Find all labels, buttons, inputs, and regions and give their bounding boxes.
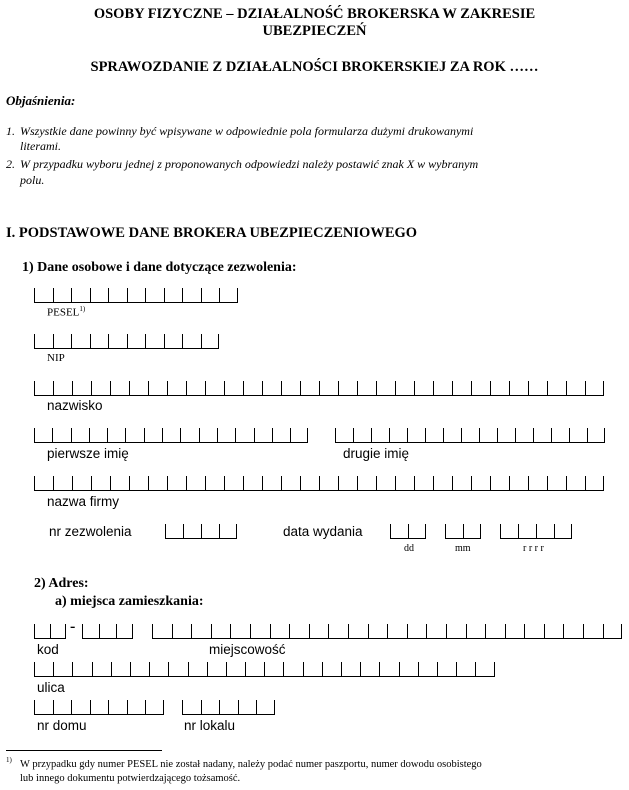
- field-cell[interactable]: [186, 381, 205, 395]
- field-cell[interactable]: [418, 662, 437, 676]
- field-cell[interactable]: [129, 476, 148, 490]
- field-cell[interactable]: [328, 624, 348, 638]
- first-name-field[interactable]: [34, 428, 308, 443]
- field-cell[interactable]: [254, 428, 272, 442]
- company-name-field[interactable]: [34, 476, 604, 491]
- field-cell[interactable]: [182, 334, 201, 348]
- second-name-label: drugie imię: [343, 446, 410, 461]
- field-cell[interactable]: [243, 476, 262, 490]
- postal-code-dash: -: [70, 618, 76, 635]
- field-cell[interactable]: [583, 624, 603, 638]
- field-cell[interactable]: [505, 624, 525, 638]
- field-cell[interactable]: [53, 288, 72, 302]
- field-cell[interactable]: [71, 288, 90, 302]
- permit-number-label: nr zezwolenia: [49, 524, 132, 539]
- field-cell[interactable]: [335, 428, 353, 442]
- day-caption: dd: [404, 543, 414, 554]
- field-cell[interactable]: [309, 624, 329, 638]
- field-cell[interactable]: [338, 381, 357, 395]
- field-cell[interactable]: [72, 381, 91, 395]
- field-cell[interactable]: [566, 381, 585, 395]
- field-cell[interactable]: [224, 476, 243, 490]
- field-cell[interactable]: [148, 381, 167, 395]
- field-cell[interactable]: [443, 428, 461, 442]
- field-cell[interactable]: [90, 700, 109, 714]
- field-cell[interactable]: [71, 428, 89, 442]
- field-cell[interactable]: [34, 288, 53, 302]
- postal-code-part1-field[interactable]: [34, 624, 66, 639]
- field-cell[interactable]: [509, 476, 528, 490]
- field-cell[interactable]: [490, 476, 509, 490]
- field-cell[interactable]: [445, 524, 463, 538]
- field-cell[interactable]: [289, 624, 309, 638]
- flat-number-label: nr lokalu: [184, 718, 236, 733]
- field-cell[interactable]: [50, 624, 66, 638]
- field-cell[interactable]: [144, 428, 162, 442]
- field-cell[interactable]: [547, 381, 566, 395]
- field-cell[interactable]: [127, 334, 146, 348]
- field-cell[interactable]: [281, 381, 300, 395]
- field-cell[interactable]: [99, 624, 116, 638]
- field-cell[interactable]: [466, 624, 486, 638]
- field-cell[interactable]: [536, 524, 554, 538]
- field-cell[interactable]: [110, 476, 129, 490]
- field-cell[interactable]: [201, 524, 219, 538]
- field-cell[interactable]: [544, 624, 564, 638]
- city-label: miejscowość: [209, 642, 286, 657]
- explanation-2-number: 2.: [6, 157, 15, 171]
- pesel-label: PESEL$^{1)}$: [47, 305, 86, 319]
- field-cell[interactable]: [127, 288, 146, 302]
- field-cell[interactable]: [399, 662, 418, 676]
- field-cell[interactable]: [148, 476, 167, 490]
- field-cell[interactable]: [497, 428, 515, 442]
- field-cell[interactable]: [167, 476, 186, 490]
- field-cell[interactable]: [533, 428, 551, 442]
- field-cell[interactable]: [145, 700, 164, 714]
- field-cell[interactable]: [34, 624, 50, 638]
- flat-number-field[interactable]: [182, 700, 275, 715]
- field-cell[interactable]: [53, 381, 72, 395]
- field-cell[interactable]: [518, 524, 536, 538]
- field-cell[interactable]: [145, 334, 164, 348]
- field-cell[interactable]: [461, 428, 479, 442]
- field-cell[interactable]: [395, 476, 414, 490]
- field-cell[interactable]: [452, 381, 471, 395]
- field-cell[interactable]: [357, 381, 376, 395]
- subsection-residence: a) miejsca zamieszkania:: [55, 594, 204, 609]
- field-cell[interactable]: [110, 381, 129, 395]
- field-cell[interactable]: [162, 428, 180, 442]
- field-cell[interactable]: [108, 700, 127, 714]
- field-cell[interactable]: [471, 476, 490, 490]
- field-cell[interactable]: [554, 524, 572, 538]
- field-cell[interactable]: [283, 662, 302, 676]
- field-cell[interactable]: [262, 381, 281, 395]
- field-cell[interactable]: [338, 476, 357, 490]
- field-cell[interactable]: [475, 662, 494, 676]
- field-cell[interactable]: [235, 428, 253, 442]
- field-cell[interactable]: [348, 624, 368, 638]
- field-cell[interactable]: [34, 334, 53, 348]
- field-cell[interactable]: [500, 524, 518, 538]
- field-cell[interactable]: [353, 428, 371, 442]
- field-cell[interactable]: [319, 476, 338, 490]
- pesel-field[interactable]: [34, 288, 238, 303]
- field-cell[interactable]: [108, 334, 127, 348]
- field-cell[interactable]: [585, 476, 604, 490]
- field-cell[interactable]: [371, 428, 389, 442]
- field-cell[interactable]: [414, 381, 433, 395]
- field-cell[interactable]: [219, 700, 238, 714]
- footnote-text-cont: lub innego dokumentu potwierdzającego tożsamość.: [20, 773, 241, 784]
- field-cell[interactable]: [463, 524, 481, 538]
- house-number-field[interactable]: [34, 700, 164, 715]
- form-title-line1: OSOBY FIZYCZNE – DZIAŁALNOŚĆ BROKERSKA W ZAKRESIE: [93, 6, 536, 22]
- field-cell[interactable]: [272, 428, 290, 442]
- subsection-personal-data: 1) Dane osobowe i dane dotyczące zezwolenia:: [22, 260, 297, 275]
- field-cell[interactable]: [125, 428, 143, 442]
- field-cell[interactable]: [188, 662, 207, 676]
- field-cell[interactable]: [53, 334, 72, 348]
- field-cell[interactable]: [376, 381, 395, 395]
- report-subtitle: SPRAWOZDANIE Z DZIAŁALNOŚCI BROKERSKIEJ ZA ROK ……: [90, 59, 539, 75]
- field-cell[interactable]: [201, 288, 220, 302]
- surname-label: nazwisko: [47, 398, 103, 413]
- month-caption: mm: [455, 543, 471, 554]
- surname-field[interactable]: [34, 381, 604, 396]
- field-cell[interactable]: [245, 662, 264, 676]
- field-cell[interactable]: [53, 476, 72, 490]
- field-cell[interactable]: [172, 624, 192, 638]
- pesel-footnote-ref: 1): [79, 305, 86, 313]
- nip-label: NIP: [47, 352, 65, 364]
- section-1-heading: I. PODSTAWOWE DANE BROKERA UBEZPIECZENIOWEGO: [6, 225, 418, 241]
- field-cell[interactable]: [201, 334, 220, 348]
- field-cell[interactable]: [168, 662, 187, 676]
- field-cell[interactable]: [152, 624, 172, 638]
- field-cell[interactable]: [164, 288, 183, 302]
- field-cell[interactable]: [199, 428, 217, 442]
- second-name-field[interactable]: [335, 428, 605, 443]
- issue-day-field[interactable]: [390, 524, 426, 539]
- field-cell[interactable]: [205, 476, 224, 490]
- field-cell[interactable]: [300, 476, 319, 490]
- field-cell[interactable]: [270, 624, 290, 638]
- field-cell[interactable]: [207, 662, 226, 676]
- field-cell[interactable]: [201, 700, 220, 714]
- field-cell[interactable]: [90, 334, 109, 348]
- field-cell[interactable]: [182, 700, 201, 714]
- field-cell[interactable]: [180, 428, 198, 442]
- field-cell[interactable]: [407, 428, 425, 442]
- field-cell[interactable]: [145, 288, 164, 302]
- field-cell[interactable]: [509, 381, 528, 395]
- city-field[interactable]: [152, 624, 622, 639]
- field-cell[interactable]: [300, 381, 319, 395]
- field-cell[interactable]: [479, 428, 497, 442]
- field-cell[interactable]: [250, 624, 270, 638]
- field-cell[interactable]: [191, 624, 211, 638]
- field-cell[interactable]: [515, 428, 533, 442]
- field-cell[interactable]: [376, 476, 395, 490]
- field-cell[interactable]: [389, 428, 407, 442]
- field-cell[interactable]: [563, 624, 583, 638]
- field-cell[interactable]: [90, 288, 109, 302]
- company-name-label: nazwa firmy: [47, 494, 120, 509]
- field-cell[interactable]: [387, 624, 407, 638]
- field-cell[interactable]: [433, 476, 452, 490]
- field-cell[interactable]: [528, 381, 547, 395]
- form-title-line2: UBEZPIECZEŃ: [262, 23, 367, 39]
- field-cell[interactable]: [433, 381, 452, 395]
- field-cell[interactable]: [111, 662, 130, 676]
- field-cell[interactable]: [34, 476, 53, 490]
- field-cell[interactable]: [437, 662, 456, 676]
- field-cell[interactable]: [238, 700, 257, 714]
- field-cell[interactable]: [407, 624, 427, 638]
- field-cell[interactable]: [186, 476, 205, 490]
- field-cell[interactable]: [368, 624, 388, 638]
- field-cell[interactable]: [34, 381, 53, 395]
- explanation-1-number: 1.: [6, 124, 15, 138]
- postal-code-label: kod: [37, 642, 59, 657]
- field-cell[interactable]: [243, 381, 262, 395]
- field-cell[interactable]: [528, 476, 547, 490]
- field-cell[interactable]: [167, 381, 186, 395]
- issue-month-field[interactable]: [445, 524, 481, 539]
- field-cell[interactable]: [425, 428, 443, 442]
- postal-code-part2-field[interactable]: [82, 624, 133, 639]
- field-cell[interactable]: [379, 662, 398, 676]
- field-cell[interactable]: [211, 624, 231, 638]
- field-cell[interactable]: [52, 428, 70, 442]
- field-cell[interactable]: [603, 624, 623, 638]
- field-cell[interactable]: [490, 381, 509, 395]
- field-cell[interactable]: [452, 476, 471, 490]
- field-cell[interactable]: [129, 381, 148, 395]
- field-cell[interactable]: [390, 524, 408, 538]
- field-cell[interactable]: [219, 288, 238, 302]
- field-cell[interactable]: [322, 662, 341, 676]
- field-cell[interactable]: [72, 476, 91, 490]
- subsection-address: 2) Adres:: [34, 576, 89, 591]
- field-cell[interactable]: [471, 381, 490, 395]
- field-cell[interactable]: [91, 381, 110, 395]
- explanation-1-text-cont: literami.: [20, 139, 61, 153]
- field-cell[interactable]: [414, 476, 433, 490]
- field-cell[interactable]: [585, 381, 604, 395]
- field-cell[interactable]: [71, 334, 90, 348]
- field-cell[interactable]: [224, 381, 243, 395]
- field-cell[interactable]: [183, 524, 201, 538]
- footnote-mark: 1): [6, 756, 12, 764]
- field-cell[interactable]: [408, 524, 426, 538]
- field-cell[interactable]: [256, 700, 275, 714]
- field-cell[interactable]: [264, 662, 283, 676]
- explanation-1-text: Wszystkie dane powinny być wpisywane w odpowiednie pola formularza dużymi drukowanymi: [20, 124, 474, 138]
- field-cell[interactable]: [205, 381, 224, 395]
- explanations-heading: Objaśnienia:: [6, 93, 76, 108]
- first-name-label: pierwsze imię: [47, 446, 129, 461]
- field-cell[interactable]: [485, 624, 505, 638]
- field-cell[interactable]: [290, 428, 308, 442]
- field-cell[interactable]: [34, 700, 53, 714]
- field-cell[interactable]: [165, 524, 183, 538]
- street-field[interactable]: [34, 662, 495, 677]
- field-cell[interactable]: [127, 700, 146, 714]
- field-cell[interactable]: [107, 428, 125, 442]
- field-cell[interactable]: [82, 624, 99, 638]
- field-cell[interactable]: [71, 700, 90, 714]
- field-cell[interactable]: [395, 381, 414, 395]
- explanation-2-text-cont: polu.: [20, 173, 45, 187]
- field-cell[interactable]: [360, 662, 379, 676]
- explanation-2-text: W przypadku wyboru jednej z proponowanych odpowiedzi należy postawić znak X w wybranym: [20, 157, 479, 171]
- field-cell[interactable]: [164, 334, 183, 348]
- issue-date-label: data wydania: [283, 524, 363, 539]
- field-cell[interactable]: [426, 624, 446, 638]
- field-cell[interactable]: [34, 428, 52, 442]
- house-number-label: nr domu: [37, 718, 87, 733]
- field-cell[interactable]: [130, 662, 149, 676]
- field-cell[interactable]: [566, 476, 585, 490]
- field-cell[interactable]: [230, 624, 250, 638]
- field-cell[interactable]: [524, 624, 544, 638]
- field-cell[interactable]: [92, 662, 111, 676]
- field-cell[interactable]: [551, 428, 569, 442]
- field-cell[interactable]: [456, 662, 475, 676]
- field-cell[interactable]: [262, 476, 281, 490]
- field-cell[interactable]: [91, 476, 110, 490]
- field-cell[interactable]: [72, 662, 91, 676]
- field-cell[interactable]: [569, 428, 587, 442]
- field-cell[interactable]: [226, 662, 245, 676]
- field-cell[interactable]: [217, 428, 235, 442]
- field-cell[interactable]: [341, 662, 360, 676]
- field-cell[interactable]: [303, 662, 322, 676]
- field-cell[interactable]: [116, 624, 133, 638]
- year-caption: r r r r: [523, 543, 544, 554]
- issue-year-field[interactable]: [500, 524, 572, 539]
- field-cell[interactable]: [89, 428, 107, 442]
- field-cell[interactable]: [319, 381, 338, 395]
- footnote-text: W przypadku gdy numer PESEL nie został nadany, należy podać numer paszportu, numer dowodu osobistego: [20, 759, 482, 770]
- field-cell[interactable]: [587, 428, 605, 442]
- nip-field[interactable]: [34, 334, 219, 349]
- street-label: ulica: [37, 680, 65, 695]
- field-cell[interactable]: [281, 476, 300, 490]
- permit-number-field[interactable]: [165, 524, 237, 539]
- field-cell[interactable]: [446, 624, 466, 638]
- field-cell[interactable]: [34, 662, 53, 676]
- field-cell[interactable]: [182, 288, 201, 302]
- field-cell[interactable]: [357, 476, 376, 490]
- field-cell[interactable]: [219, 524, 237, 538]
- field-cell[interactable]: [547, 476, 566, 490]
- field-cell[interactable]: [53, 662, 72, 676]
- footnote-separator: [6, 750, 162, 751]
- field-cell[interactable]: [53, 700, 72, 714]
- field-cell[interactable]: [149, 662, 168, 676]
- field-cell[interactable]: [108, 288, 127, 302]
